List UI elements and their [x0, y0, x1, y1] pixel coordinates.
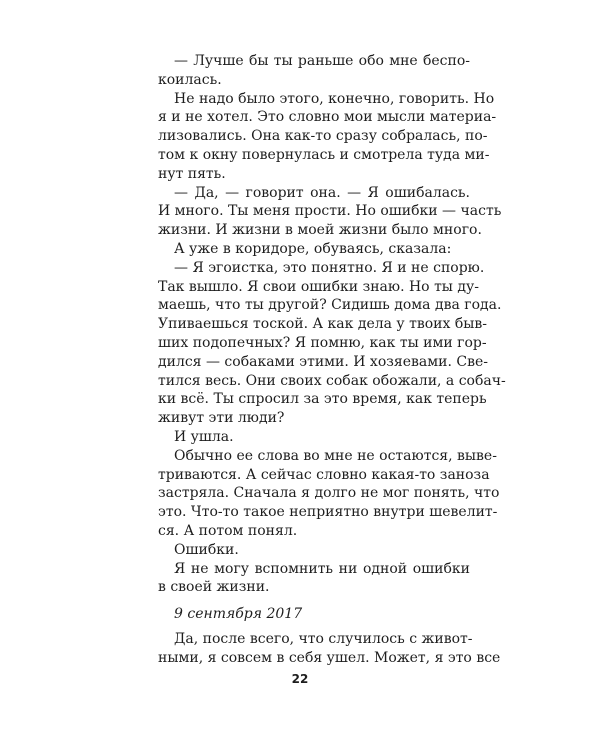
text-line: маешь, что ты другой? Сидишь дома два года.	[158, 297, 502, 314]
text-line: коилась.	[158, 71, 222, 88]
text-line: — Да, — говорит она. — Я ошибалась.	[174, 184, 470, 201]
text-line: застряла. Сначала я долго не мог понять, что	[158, 485, 500, 502]
text-line: Не надо было этого, конечно, говорить. Но	[174, 90, 495, 107]
text-line: И много. Ты меня прости. Но ошибки — часть	[158, 203, 502, 220]
text-line: в своей жизни.	[158, 579, 270, 596]
text-line: триваются. А сейчас словно какая-то заноза	[158, 466, 490, 483]
text-line: Ошибки.	[174, 541, 239, 558]
text-line: А уже в коридоре, обуваясь, сказала:	[174, 241, 452, 257]
text-line: ными, я совсем в себя ушел. Может, я это все	[158, 649, 501, 666]
text-line: Я не могу вспомнить ни одной ошибки	[174, 560, 470, 577]
text-line: — Лучше бы ты раньше обо мне беспо-	[174, 53, 470, 69]
text-line: ки всё. Ты спросил за это время, как теперь	[158, 391, 487, 408]
text-line: я и не хотел. Это словно мои мысли материа-	[158, 109, 497, 126]
text-line: дился — собаками этими. И хозяевами. Све-	[158, 353, 488, 370]
text-line: — Я эгоистка, это понятно. Я и не спорю.	[174, 259, 485, 276]
text-line: лизовались. Она как-то сразу собралась, по-	[158, 128, 488, 145]
entry-date: 9 сентября 2017	[174, 606, 303, 623]
text-line: ся. А потом понял.	[158, 523, 298, 539]
text-line: том к окну повернулась и смотрела туда ми-	[158, 147, 490, 163]
text-line: жизни. И жизни в моей жизни было много.	[158, 222, 482, 239]
text-line: И ушла.	[174, 429, 234, 445]
text-line: Обычно ее слова во мне не остаются, выве-	[174, 447, 497, 464]
text-line: нут пять.	[158, 165, 226, 182]
text-line: Так вышло. Я свои ошибки знаю. Но ты ду-	[158, 278, 479, 295]
text-line: это. Что-то такое неприятно внутри шевелит-	[158, 504, 498, 521]
text-line: живут эти люди?	[158, 410, 285, 427]
text-line: Да, после всего, что случилось с живот-	[174, 631, 473, 647]
page-number: 22	[291, 672, 309, 686]
text-line: ших подопечных? Я помню, как ты ими гор-	[158, 335, 487, 351]
text-line: Упиваешься тоской. А как дела у твоих быв-	[158, 316, 488, 333]
text-line: тился весь. Они своих собак обожали, а собач-	[158, 372, 506, 389]
